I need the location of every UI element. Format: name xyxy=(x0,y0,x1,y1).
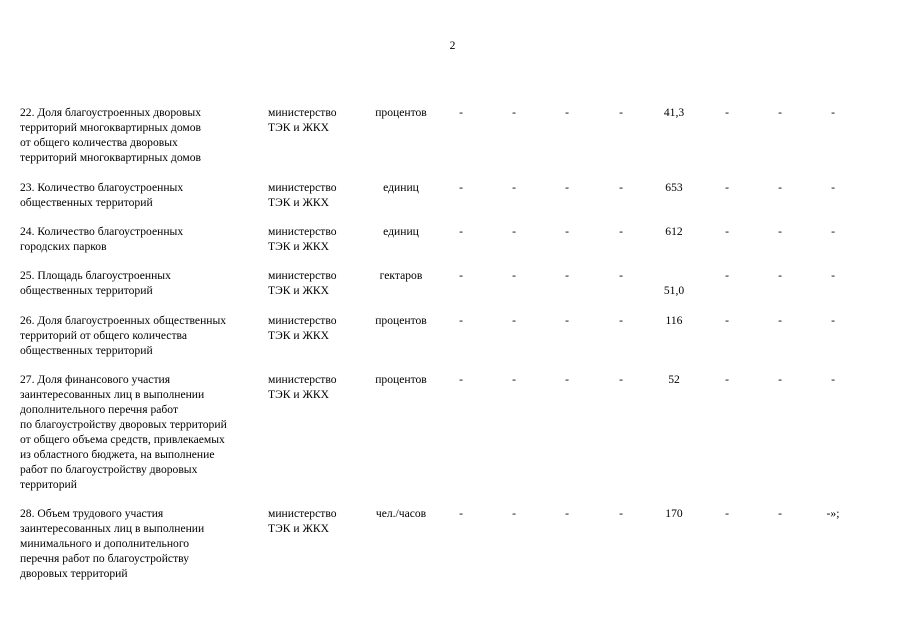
unit-of-measure: чел./часов xyxy=(375,507,427,520)
year-value: - xyxy=(565,507,569,520)
year-value: - xyxy=(512,181,516,194)
year-value: - xyxy=(565,269,569,282)
year-value: - xyxy=(565,106,569,119)
year-value: - xyxy=(778,181,782,194)
year-value: - xyxy=(831,269,835,282)
responsible-executor: министерство ТЭК и ЖКХ xyxy=(268,507,337,535)
year-value: - xyxy=(725,373,729,386)
year-value: - xyxy=(725,314,729,327)
year-value: - xyxy=(619,181,623,194)
year-value: - xyxy=(512,225,516,238)
year-value: 612 xyxy=(665,225,683,238)
responsible-executor: министерство ТЭК и ЖКХ xyxy=(268,106,337,134)
year-value: - xyxy=(619,269,623,282)
responsible-executor: министерство ТЭК и ЖКХ xyxy=(268,181,337,209)
year-value: 41,3 xyxy=(663,106,685,119)
year-value: - xyxy=(459,269,463,282)
year-value: - xyxy=(831,225,835,238)
year-value: - xyxy=(459,225,463,238)
year-value: - xyxy=(512,269,516,282)
year-value: - xyxy=(512,314,516,327)
year-value: 51,0 xyxy=(663,284,685,297)
indicator-name: 23. Количество благоустроенных общественных территорий xyxy=(20,181,184,209)
unit-of-measure: единиц xyxy=(383,225,419,238)
year-value: 52 xyxy=(668,373,680,386)
indicator-name: 22. Доля благоустроенных дворовых территорий многоквартирных домов от общего количества дворовых территорий многоквартирных домов xyxy=(20,106,202,164)
year-value: - xyxy=(778,314,782,327)
year-value: 170 xyxy=(665,507,683,520)
unit-of-measure: гектаров xyxy=(379,269,423,282)
year-value: -»; xyxy=(826,507,840,520)
unit-of-measure: процентов xyxy=(375,314,427,327)
responsible-executor: министерство ТЭК и ЖКХ xyxy=(268,314,337,342)
year-value: - xyxy=(725,181,729,194)
year-value: - xyxy=(565,314,569,327)
indicator-name: 27. Доля финансового участия заинтересованных лиц в выполнении дополнительного перечня работ по благоустройству дворовых территорий от общего объема средств, привлекаемых из областного бюджета, на выполнение работ по благоустройству дворовых территорий xyxy=(20,373,227,491)
year-value: - xyxy=(831,106,835,119)
indicator-name: 28. Объем трудового участия заинтересованных лиц в выполнении минимального и дополнительного перечня работ по благоустройству дворовых территорий xyxy=(20,507,205,580)
year-value: - xyxy=(565,225,569,238)
indicator-name: 24. Количество благоустроенных городских парков xyxy=(20,225,184,253)
year-value: - xyxy=(778,225,782,238)
responsible-executor: министерство ТЭК и ЖКХ xyxy=(268,373,337,401)
year-value: - xyxy=(459,314,463,327)
year-value: - xyxy=(565,373,569,386)
unit-of-measure: процентов xyxy=(375,106,427,119)
year-value: - xyxy=(725,225,729,238)
unit-of-measure: единиц xyxy=(383,181,419,194)
indicator-name: 26. Доля благоустроенных общественных территорий от общего количества общественных территорий xyxy=(20,314,227,357)
year-value: - xyxy=(778,269,782,282)
year-value: - xyxy=(831,373,835,386)
year-value: - xyxy=(725,507,729,520)
year-value: - xyxy=(459,507,463,520)
year-value: - xyxy=(778,507,782,520)
year-value: 653 xyxy=(665,181,683,194)
year-value: - xyxy=(831,314,835,327)
year-value: - xyxy=(619,106,623,119)
year-value: - xyxy=(512,106,516,119)
year-value: - xyxy=(725,269,729,282)
year-value: - xyxy=(831,181,835,194)
year-value: - xyxy=(459,181,463,194)
indicator-name: 25. Площадь благоустроенных общественных территорий xyxy=(20,269,171,297)
year-value: - xyxy=(459,106,463,119)
year-value: - xyxy=(778,373,782,386)
year-value: - xyxy=(565,181,569,194)
year-value: 116 xyxy=(665,314,683,327)
year-value: - xyxy=(619,373,623,386)
year-value: - xyxy=(512,373,516,386)
year-value: - xyxy=(619,507,623,520)
responsible-executor: министерство ТЭК и ЖКХ xyxy=(268,225,337,253)
unit-of-measure: процентов xyxy=(375,373,427,386)
year-value: - xyxy=(725,106,729,119)
year-value: - xyxy=(619,314,623,327)
year-value: - xyxy=(619,225,623,238)
year-value: - xyxy=(512,507,516,520)
year-value: - xyxy=(459,373,463,386)
responsible-executor: министерство ТЭК и ЖКХ xyxy=(268,269,337,297)
page-number: 2 xyxy=(449,39,456,52)
year-value: - xyxy=(778,106,782,119)
